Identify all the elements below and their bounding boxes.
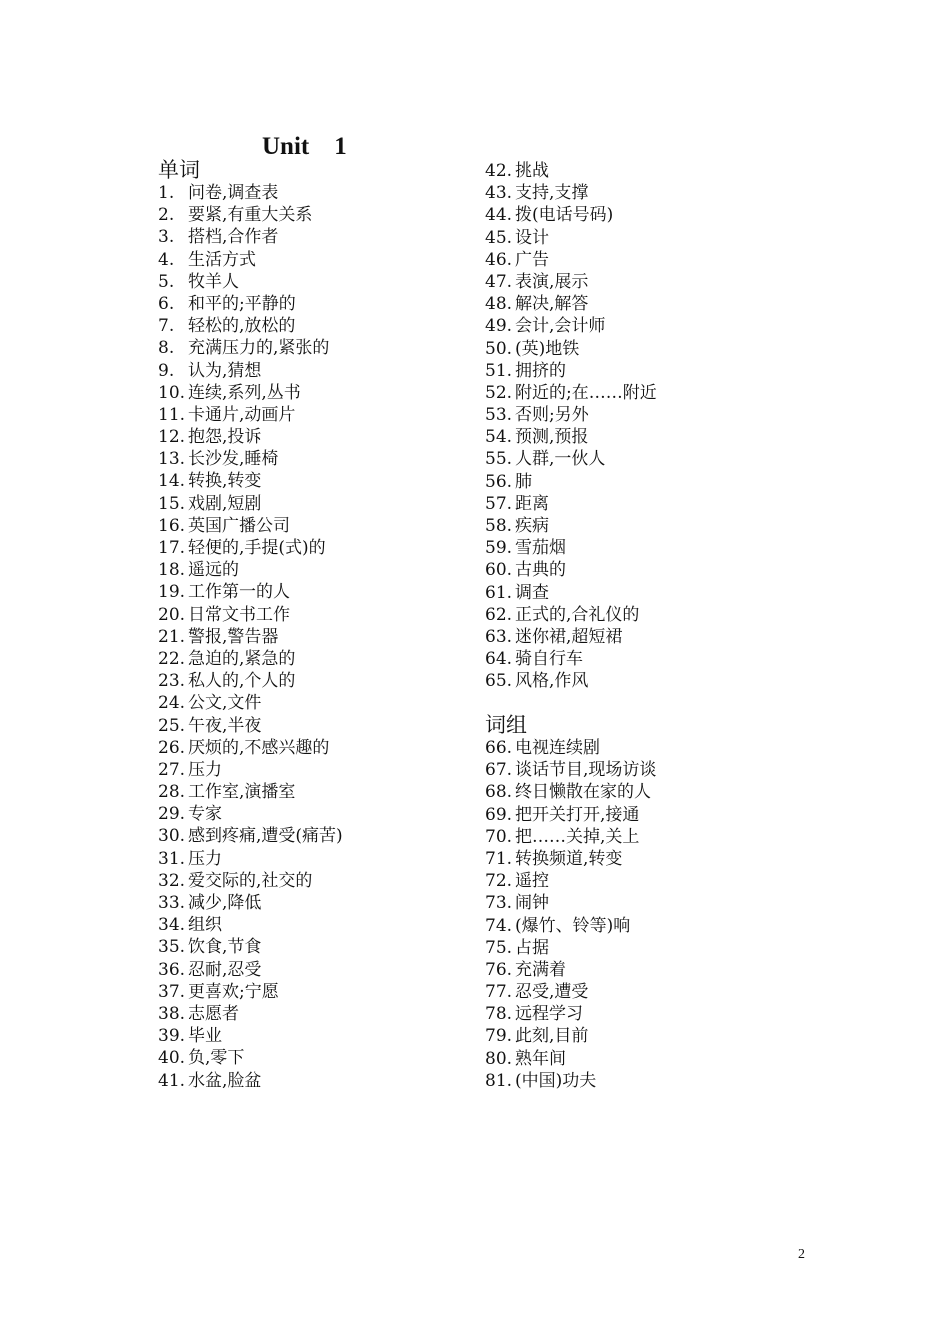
item-text: 搭档,合作者 (188, 227, 279, 248)
item-number: 81. (485, 1070, 513, 1091)
item-text: (爆竹、铃等)响 (515, 915, 631, 936)
item-text: 调查 (515, 582, 549, 603)
item-number: 25. (158, 715, 186, 736)
item-text: 午夜,半夜 (188, 715, 262, 736)
item-text: 远程学习 (515, 1004, 583, 1025)
list-item (158, 981, 343, 1003)
item-number: 72. (485, 871, 513, 892)
item-text: 肺 (515, 471, 532, 492)
item-number: 16. (158, 515, 186, 536)
item-text: 厌烦的,不感兴趣的 (188, 737, 330, 758)
item-number: 51. (485, 360, 513, 381)
item-number: 27. (158, 759, 186, 780)
list-item (485, 338, 657, 360)
item-text: 占据 (515, 937, 549, 958)
words-heading: 单词 (158, 158, 200, 182)
page-number: 2 (798, 1247, 805, 1262)
list-item (485, 1070, 656, 1092)
item-text: 公文,文件 (188, 693, 262, 714)
list-item (485, 759, 656, 781)
item-text: 志愿者 (188, 1003, 239, 1024)
item-number: 49. (485, 316, 513, 337)
list-item (158, 315, 343, 337)
item-text: 会计,会计师 (515, 316, 606, 337)
item-number: 24. (158, 693, 186, 714)
item-text: 问卷,调查表 (188, 183, 279, 203)
list-item (485, 1025, 656, 1047)
item-number: 59. (485, 538, 513, 559)
list-item (485, 915, 656, 937)
item-text: 古典的 (515, 560, 566, 581)
item-text: 谈话节目,现场访谈 (515, 760, 657, 781)
item-number: 41. (158, 1070, 186, 1091)
item-number: 61. (485, 582, 513, 603)
list-item (158, 715, 343, 737)
item-text: 连续,系列,丛书 (188, 382, 301, 403)
list-item (485, 604, 657, 626)
item-number: 57. (485, 493, 513, 514)
item-text: 日常文书工作 (188, 604, 290, 625)
item-number: 44. (485, 205, 513, 226)
item-number: 13. (158, 449, 186, 470)
list-item (485, 182, 657, 204)
item-number: 55. (485, 449, 513, 470)
item-number: 3. (158, 227, 175, 248)
list-item (158, 825, 343, 847)
list-item (158, 626, 343, 648)
item-text: (英)地铁 (515, 338, 580, 359)
list-item (485, 648, 657, 670)
item-text: 雪茄烟 (515, 538, 566, 559)
item-text: 感到疼痛,遭受(痛苦) (188, 826, 343, 847)
item-number: 5. (158, 271, 175, 292)
list-item (485, 937, 656, 959)
list-item (158, 537, 343, 559)
item-text: 私人的,个人的 (188, 671, 296, 692)
item-text: 电视连续剧 (515, 738, 600, 758)
item-number: 30. (158, 826, 186, 847)
item-number: 79. (485, 1026, 513, 1047)
item-number: 20. (158, 604, 186, 625)
item-text: 组织 (188, 915, 222, 936)
item-text: 抱怨,投诉 (188, 427, 262, 448)
item-text: 负,零下 (188, 1048, 245, 1069)
item-number: 62. (485, 604, 513, 625)
item-number: 69. (485, 804, 513, 825)
item-number: 31. (158, 848, 186, 869)
item-number: 15. (158, 493, 186, 514)
item-text: 广告 (515, 249, 549, 270)
item-text: 水盆,脸盆 (188, 1070, 262, 1091)
item-number: 23. (158, 671, 186, 692)
item-number: 1. (158, 183, 175, 203)
item-number: 45. (485, 227, 513, 248)
list-item (158, 936, 343, 958)
item-text: 工作第一的人 (188, 582, 290, 603)
item-text: 人群,一伙人 (515, 449, 606, 470)
item-text: 附近的;在……附近 (515, 382, 657, 403)
item-number: 50. (485, 338, 513, 359)
item-number: 56. (485, 471, 513, 492)
item-text: 牧羊人 (188, 271, 239, 292)
item-text: 忍耐,忍受 (188, 959, 262, 980)
item-number: 54. (485, 427, 513, 448)
item-text: 要紧,有重大关系 (188, 205, 313, 226)
item-number: 71. (485, 848, 513, 869)
list-item (158, 226, 343, 248)
list-item (158, 404, 343, 426)
item-number: 4. (158, 249, 175, 270)
item-text: 遥远的 (188, 560, 239, 581)
item-number: 22. (158, 648, 186, 669)
list-item (485, 804, 656, 826)
item-number: 36. (158, 959, 186, 980)
item-number: 42. (485, 161, 513, 181)
item-number: 11. (158, 404, 186, 425)
list-item (485, 1003, 656, 1025)
item-number: 12. (158, 427, 186, 448)
list-item (158, 581, 343, 603)
item-text: 长沙发,睡椅 (188, 449, 279, 470)
list-item (485, 559, 657, 581)
item-number: 9. (158, 360, 175, 381)
list-item (158, 670, 343, 692)
item-text: 此刻,目前 (515, 1026, 589, 1047)
item-number: 77. (485, 982, 513, 1003)
list-item (158, 515, 343, 537)
item-number: 67. (485, 760, 513, 781)
list-item (485, 737, 656, 759)
list-item (158, 803, 343, 825)
item-number: 14. (158, 471, 186, 492)
list-item (158, 426, 343, 448)
list-item (485, 360, 657, 382)
item-number: 47. (485, 271, 513, 292)
list-item (158, 781, 343, 803)
item-text: 拥挤的 (515, 360, 566, 381)
item-number: 37. (158, 981, 186, 1002)
item-number: 21. (158, 626, 186, 647)
item-text: 熟年间 (515, 1048, 566, 1069)
item-number: 18. (158, 560, 186, 581)
item-text: 解决,解答 (515, 294, 589, 315)
item-number: 34. (158, 915, 186, 936)
item-number: 46. (485, 249, 513, 270)
item-number: 38. (158, 1003, 186, 1024)
list-item (485, 826, 656, 848)
item-number: 80. (485, 1048, 513, 1069)
item-text: 把……关掉,关上 (515, 826, 640, 847)
list-item (485, 1048, 656, 1070)
item-text: 正式的,合礼仪的 (515, 604, 640, 625)
item-number: 19. (158, 582, 186, 603)
item-number: 32. (158, 870, 186, 891)
item-text: 专家 (188, 804, 222, 825)
item-text: 认为,猜想 (188, 360, 262, 381)
list-item (158, 249, 343, 271)
item-text: (中国)功夫 (515, 1070, 597, 1091)
item-number: 58. (485, 516, 513, 536)
item-number: 10. (158, 382, 186, 403)
item-text: 轻松的,放松的 (188, 316, 296, 337)
list-item (158, 1025, 343, 1047)
phrase-list (485, 737, 656, 1092)
item-number: 33. (158, 893, 186, 913)
list-item (485, 404, 657, 426)
list-item (158, 493, 343, 515)
item-number: 75. (485, 937, 513, 958)
item-text: 工作室,演播室 (188, 782, 296, 803)
list-item (485, 870, 656, 892)
item-number: 64. (485, 649, 513, 670)
item-text: 拨(电话号码) (515, 205, 614, 226)
list-item (485, 315, 657, 337)
list-item (485, 293, 657, 315)
list-item (158, 759, 343, 781)
item-number: 29. (158, 804, 186, 825)
list-item (158, 293, 343, 315)
item-number: 53. (485, 405, 513, 426)
item-text: 充满着 (515, 959, 566, 980)
item-text: 减少,降低 (188, 893, 262, 913)
item-text: 充满压力的,紧张的 (188, 338, 330, 359)
list-item (158, 470, 343, 492)
item-text: 急迫的,紧急的 (188, 648, 296, 669)
item-text: 更喜欢;宁愿 (188, 981, 279, 1002)
item-number: 39. (158, 1026, 186, 1047)
item-text: 转换,转变 (188, 471, 262, 492)
phrases-heading: 词组 (485, 713, 527, 737)
item-text: 毕业 (188, 1026, 222, 1047)
list-item (485, 382, 657, 404)
item-text: 终日懒散在家的人 (515, 782, 651, 803)
list-item (158, 870, 343, 892)
list-item (158, 337, 343, 359)
list-item (485, 426, 657, 448)
item-text: 遥控 (515, 871, 549, 892)
item-number: 6. (158, 293, 175, 314)
item-text: 轻便的,手提(式)的 (188, 538, 326, 558)
list-item (158, 692, 343, 714)
item-text: 生活方式 (188, 249, 256, 270)
item-text: 和平的;平静的 (188, 293, 296, 314)
list-item (485, 515, 657, 537)
item-number: 78. (485, 1004, 513, 1025)
list-item (485, 981, 656, 1003)
list-item (158, 182, 343, 204)
item-text: 爱交际的,社交的 (188, 870, 313, 891)
item-number: 28. (158, 782, 186, 803)
list-item (485, 781, 656, 803)
list-item (158, 271, 343, 293)
list-item (485, 537, 657, 559)
list-item (485, 670, 657, 692)
item-text: 戏剧,短剧 (188, 493, 262, 514)
list-item (158, 559, 343, 581)
item-number: 40. (158, 1048, 186, 1069)
list-item (485, 626, 657, 648)
page-title: Unit 1 (262, 133, 347, 160)
item-number: 68. (485, 782, 513, 803)
item-number: 26. (158, 737, 186, 758)
item-text: 饮食,节食 (188, 937, 262, 958)
list-item (485, 892, 656, 914)
item-number: 7. (158, 316, 175, 337)
item-number: 73. (485, 893, 513, 914)
item-number: 76. (485, 959, 513, 980)
item-text: 压力 (188, 848, 222, 869)
item-text: 距离 (515, 493, 549, 514)
list-item (485, 471, 657, 493)
list-item (158, 204, 343, 226)
item-text: 风格,作风 (515, 671, 589, 692)
item-text: 设计 (515, 227, 549, 248)
list-item (485, 249, 657, 271)
item-number: 66. (485, 738, 513, 758)
item-number: 35. (158, 937, 186, 958)
list-item (485, 448, 657, 470)
item-text: 否则;另外 (515, 405, 589, 426)
list-item (158, 448, 343, 470)
item-text: 卡通片,动画片 (188, 404, 296, 425)
item-text: 转换频道,转变 (515, 848, 623, 869)
list-item (158, 648, 343, 670)
item-text: 疾病 (515, 516, 549, 536)
item-number: 63. (485, 626, 513, 647)
item-number: 52. (485, 382, 513, 403)
item-text: 忍受,遭受 (515, 982, 589, 1003)
item-text: 挑战 (515, 161, 549, 181)
item-text: 支持,支撑 (515, 183, 589, 204)
list-item (158, 360, 343, 382)
list-item (158, 604, 343, 626)
item-number: 17. (158, 538, 186, 558)
list-item (158, 737, 343, 759)
list-item (158, 892, 343, 914)
list-item (485, 271, 657, 293)
item-number: 74. (485, 915, 513, 936)
item-text: 英国广播公司 (188, 515, 290, 536)
list-item (158, 914, 343, 936)
item-number: 48. (485, 294, 513, 315)
list-item (485, 493, 657, 515)
item-number: 70. (485, 826, 513, 847)
item-number: 65. (485, 671, 513, 692)
list-item (158, 959, 343, 981)
item-text: 闹钟 (515, 893, 549, 914)
list-item (485, 227, 657, 249)
item-text: 警报,警告器 (188, 626, 279, 647)
list-item (485, 848, 656, 870)
list-item (485, 204, 657, 226)
item-text: 表演,展示 (515, 271, 589, 292)
item-number: 43. (485, 183, 513, 204)
item-number: 2. (158, 205, 175, 226)
list-item (158, 1047, 343, 1069)
list-item (485, 160, 657, 182)
list-item (158, 1003, 343, 1025)
list-item (485, 959, 656, 981)
item-number: 8. (158, 338, 175, 359)
list-item (158, 382, 343, 404)
item-text: 骑自行车 (515, 649, 583, 670)
item-text: 压力 (188, 759, 222, 780)
list-item (158, 848, 343, 870)
left-word-list (158, 182, 343, 1092)
item-text: 把开关打开,接通 (515, 804, 640, 825)
item-text: 迷你裙,超短裙 (515, 626, 623, 647)
item-text: 预测,预报 (515, 427, 589, 448)
list-item (158, 1070, 343, 1092)
right-word-list (485, 160, 657, 693)
list-item (485, 582, 657, 604)
item-number: 60. (485, 560, 513, 581)
